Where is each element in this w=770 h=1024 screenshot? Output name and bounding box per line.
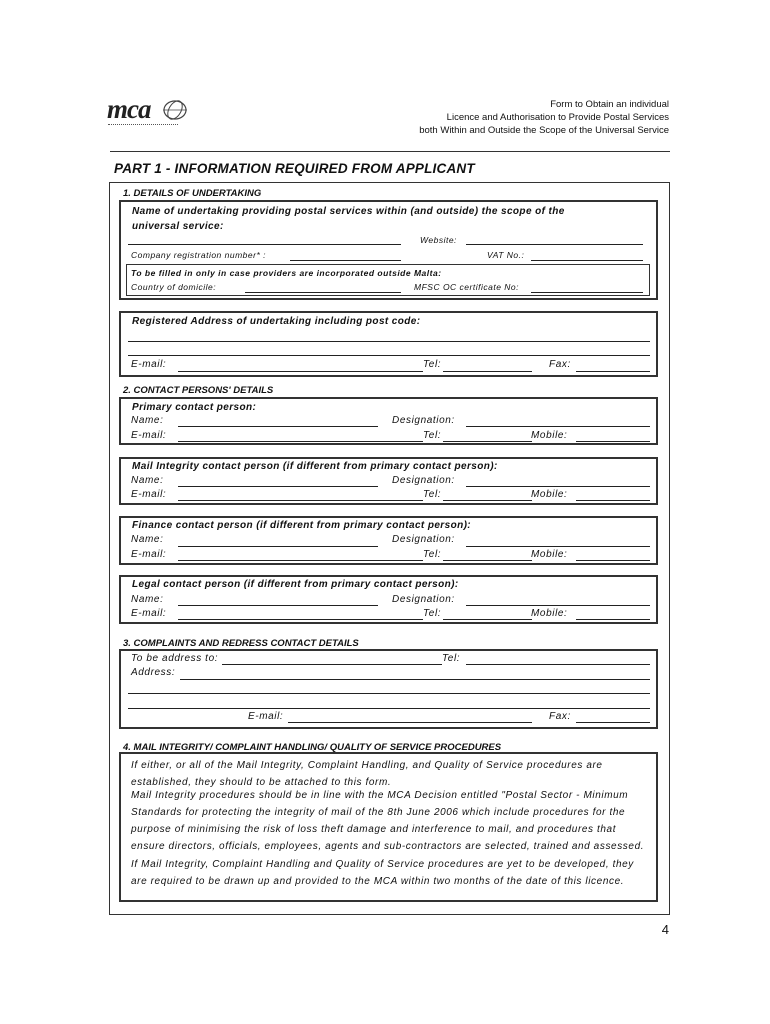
name-field[interactable] xyxy=(178,546,378,547)
designation-field[interactable] xyxy=(466,546,650,547)
header-rule xyxy=(110,151,670,152)
s1-tel-label: Tel: xyxy=(423,359,442,370)
s3-address-field-1[interactable] xyxy=(180,679,650,680)
name-field[interactable] xyxy=(178,605,378,606)
designation-field[interactable] xyxy=(466,605,650,606)
company-reg-label: Company registration number* : xyxy=(131,250,267,260)
tel-label: Tel: xyxy=(423,430,442,441)
section3-title: 3. COMPLAINTS AND REDRESS CONTACT DETAILS xyxy=(123,638,359,649)
designation-label: Designation: xyxy=(392,415,455,426)
logo-underline xyxy=(108,124,178,127)
part-title: PART 1 - INFORMATION REQUIRED FROM APPLICANT xyxy=(114,161,475,176)
section4-title: 4. MAIL INTEGRITY/ COMPLAINT HANDLING/ QUALITY OF SERVICE PROCEDURES xyxy=(123,742,502,753)
s3-address-field-3[interactable] xyxy=(128,708,650,709)
legal-contact-heading: Legal contact person (if different from primary contact person): xyxy=(132,579,459,590)
designation-field[interactable] xyxy=(466,486,650,487)
email-field[interactable] xyxy=(178,441,423,442)
address-label: Registered Address of undertaking including post code: xyxy=(132,316,421,327)
vat-label: VAT No.: xyxy=(487,250,525,260)
header-line-2: Licence and Authorisation to Provide Postal Services xyxy=(446,112,669,123)
mail-integrity-contact-heading: Mail Integrity contact person (if different from primary contact person): xyxy=(132,461,498,472)
address-field-2[interactable] xyxy=(128,355,650,356)
section1-title: 1. DETAILS OF UNDERTAKING xyxy=(123,188,262,199)
website-field[interactable] xyxy=(466,244,643,245)
email-label: E-mail: xyxy=(131,549,167,560)
address-to-label: To be address to: xyxy=(131,653,219,664)
s3-email-field[interactable] xyxy=(288,722,532,723)
name-label: Name: xyxy=(131,475,164,486)
s1-fax-field[interactable] xyxy=(576,371,650,372)
website-label: Website: xyxy=(420,235,457,245)
tel-label: Tel: xyxy=(423,489,442,500)
country-field[interactable] xyxy=(245,292,401,293)
email-field[interactable] xyxy=(178,619,423,620)
undertaking-name-field[interactable] xyxy=(128,244,401,245)
header-line-1: Form to Obtain an individual xyxy=(550,99,669,110)
tel-label: Tel: xyxy=(423,608,442,619)
email-field[interactable] xyxy=(178,560,423,561)
s1-tel-field[interactable] xyxy=(443,371,532,372)
mca-logo-icon xyxy=(160,97,190,123)
mobile-label: Mobile: xyxy=(531,430,568,441)
malta-note: To be filled in only in case providers are incorporated outside Malta: xyxy=(131,268,442,278)
vat-field[interactable] xyxy=(531,260,643,261)
tel-field[interactable] xyxy=(443,441,532,442)
s1-email-label: E-mail: xyxy=(131,359,167,370)
s3-fax-label: Fax: xyxy=(549,711,571,722)
mobile-field[interactable] xyxy=(576,441,650,442)
mfsc-field[interactable] xyxy=(531,292,643,293)
s3-fax-field[interactable] xyxy=(576,722,650,723)
address-field-1[interactable] xyxy=(128,341,650,342)
mobile-field[interactable] xyxy=(576,500,650,501)
tel-field[interactable] xyxy=(443,560,532,561)
name-field[interactable] xyxy=(178,486,378,487)
section2-title: 2. CONTACT PERSONS' DETAILS xyxy=(123,385,274,396)
designation-field[interactable] xyxy=(466,426,650,427)
procedures-para-2: Mail Integrity procedures should be in line with the MCA Decision entitled "Postal Sector - Minimum Standards for protecting the integrity of mail of the 8th June 2006 which include procedures for the purpose of minimising the risk of loss theft damage and interference to mail, and procedures that ensure directors, officials, employees, agents and sub-contractors are selected, trained and assessed. xyxy=(131,790,645,852)
mobile-label: Mobile: xyxy=(531,608,568,619)
tel-field[interactable] xyxy=(443,500,532,501)
name-field[interactable] xyxy=(178,426,378,427)
header-line-3: both Within and Outside the Scope of the Universal Service xyxy=(419,125,669,136)
name-label: Name: xyxy=(131,534,164,545)
s1-email-field[interactable] xyxy=(178,371,423,372)
name-label: Name: xyxy=(131,594,164,605)
company-reg-field[interactable] xyxy=(290,260,401,261)
designation-label: Designation: xyxy=(392,594,455,605)
s3-address-field-2[interactable] xyxy=(128,693,650,694)
s3-address-label: Address: xyxy=(131,667,176,678)
email-field[interactable] xyxy=(178,500,423,501)
tel-field[interactable] xyxy=(443,619,532,620)
mobile-label: Mobile: xyxy=(531,549,568,560)
procedures-para-3: If Mail Integrity, Complaint Handling and Quality of Service procedures are yet to be developed, they are required to be drawn up and provided to the MCA within two months of the date of this licence. xyxy=(131,859,634,887)
procedures-para-1: If either, or all of the Mail Integrity, Complaint Handling, and Quality of Service procedures are established, they should to be attached to this form. xyxy=(131,760,603,788)
designation-label: Designation: xyxy=(392,534,455,545)
primary-contact-heading: Primary contact person: xyxy=(132,402,257,413)
page-number: 4 xyxy=(661,922,669,937)
mca-logo-text: mca xyxy=(107,94,151,124)
s3-email-label: E-mail: xyxy=(248,711,284,722)
designation-label: Designation: xyxy=(392,475,455,486)
address-to-field[interactable] xyxy=(222,664,442,665)
s3-tel-label: Tel: xyxy=(442,653,461,664)
finance-contact-heading: Finance contact person (if different from primary contact person): xyxy=(132,520,472,531)
email-label: E-mail: xyxy=(131,489,167,500)
email-label: E-mail: xyxy=(131,430,167,441)
mfsc-label: MFSC OC certificate No: xyxy=(414,282,520,292)
mobile-label: Mobile: xyxy=(531,489,568,500)
mobile-field[interactable] xyxy=(576,560,650,561)
email-label: E-mail: xyxy=(131,608,167,619)
s1-fax-label: Fax: xyxy=(549,359,571,370)
s3-tel-field[interactable] xyxy=(466,664,650,665)
mobile-field[interactable] xyxy=(576,619,650,620)
undertaking-name-label: Name of undertaking providing postal services within (and outside) the scope of the xyxy=(132,206,565,217)
name-label: Name: xyxy=(131,415,164,426)
country-label: Country of domicile: xyxy=(131,282,217,292)
tel-label: Tel: xyxy=(423,549,442,560)
undertaking-name-label-2: universal service: xyxy=(132,221,224,232)
